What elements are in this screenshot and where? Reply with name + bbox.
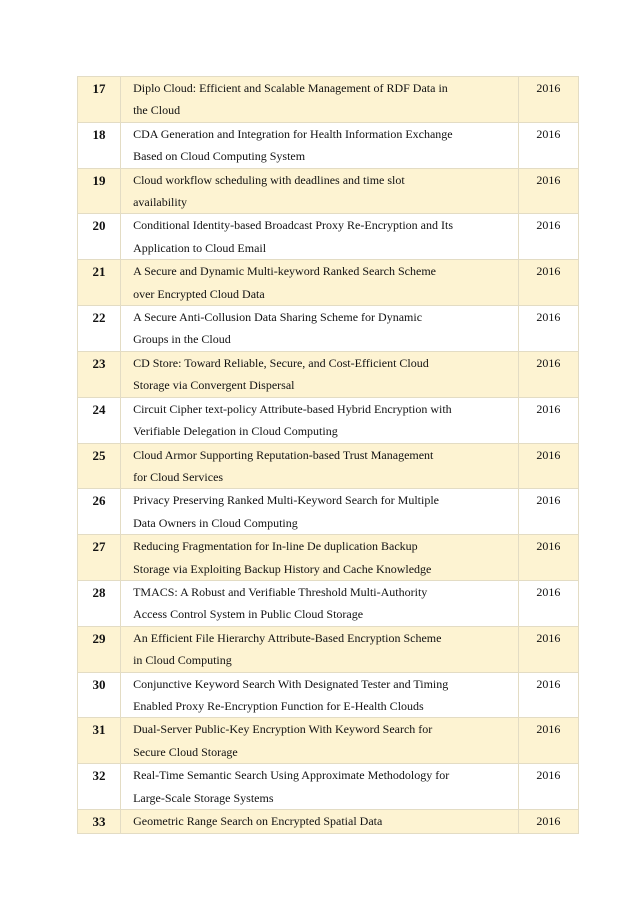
paper-title-line-1: Geometric Range Search on Encrypted Spatial Data [133,814,383,828]
table-row [78,443,579,489]
paper-title-line-2: Application to Cloud Email [133,240,267,255]
table-row [78,77,579,123]
paper-title-line-1: Circuit Cipher text-policy Attribute-based Hybrid Encryption with [133,401,452,416]
paper-year: 2016 [518,672,578,718]
paper-list-table [77,76,579,834]
paper-title-line-1: A Secure and Dynamic Multi-keyword Ranked Search Scheme [133,264,436,279]
paper-title-line-1: Real-Time Semantic Search Using Approximate Methodology for [133,768,450,783]
row-number: 31 [78,718,121,764]
paper-title-line-2: for Cloud Services [133,469,224,484]
row-number: 28 [78,580,121,626]
paper-title-line-2: Verifiable Delegation in Cloud Computing [133,424,338,439]
paper-year: 2016 [518,306,578,352]
row-number: 29 [78,626,121,672]
row-number: 26 [78,489,121,535]
paper-title [121,535,519,581]
paper-title-line-1: CD Store: Toward Reliable, Secure, and Cost-Efficient Cloud [133,355,429,370]
paper-title [121,214,519,260]
paper-title [121,810,519,834]
paper-year: 2016 [518,443,578,489]
row-number: 32 [78,764,121,810]
table-row [78,489,579,535]
paper-year: 2016 [518,580,578,626]
paper-title-line-1: CDA Generation and Integration for Health Information Exchange [133,126,453,141]
row-number: 27 [78,535,121,581]
row-number: 22 [78,306,121,352]
paper-title [121,626,519,672]
table-row [78,306,579,352]
paper-title-line-1: Conjunctive Keyword Search With Designated Tester and Timing [133,676,449,691]
paper-title-line-2: in Cloud Computing [133,653,232,668]
paper-title [121,489,519,535]
table-row [78,718,579,764]
paper-title-line-1: An Efficient File Hierarchy Attribute-Based Encryption Scheme [133,630,442,645]
paper-title [121,260,519,306]
paper-title-line-1: Privacy Preserving Ranked Multi-Keyword Search for Multiple [133,493,440,508]
table-row [78,626,579,672]
paper-title-line-2: Storage via Exploiting Backup History and Cache Knowledge [133,561,432,576]
row-number: 23 [78,351,121,397]
paper-year: 2016 [518,764,578,810]
table-row [78,580,579,626]
paper-title-line-2: Storage via Convergent Dispersal [133,378,295,393]
paper-title-line-2: Enabled Proxy Re-Encryption Function for E-Health Clouds [133,698,424,713]
paper-year: 2016 [518,77,578,123]
table-row [78,260,579,306]
paper-title-line-2: Data Owners in Cloud Computing [133,515,298,530]
paper-year: 2016 [518,626,578,672]
paper-title [121,351,519,397]
paper-year: 2016 [518,214,578,260]
paper-title-line-2: Secure Cloud Storage [133,744,238,759]
paper-title [121,397,519,443]
table-row [78,397,579,443]
paper-title [121,122,519,168]
table-row [78,168,579,214]
paper-title-line-1: Cloud workflow scheduling with deadlines and time slot [133,172,405,187]
table-row [78,351,579,397]
paper-year: 2016 [518,122,578,168]
table-row [78,214,579,260]
paper-title [121,77,519,123]
paper-title-line-1: TMACS: A Robust and Verifiable Threshold Multi-Authority [133,584,428,599]
paper-year: 2016 [518,397,578,443]
row-number: 21 [78,260,121,306]
paper-title-line-1: A Secure Anti-Collusion Data Sharing Scheme for Dynamic [133,310,423,325]
paper-title-line-2: over Encrypted Cloud Data [133,286,265,301]
row-number: 19 [78,168,121,214]
paper-title-line-1: Dual-Server Public-Key Encryption With Keyword Search for [133,722,433,737]
row-number: 33 [78,810,121,834]
paper-title-line-2: Large-Scale Storage Systems [133,790,274,805]
row-number: 18 [78,122,121,168]
paper-title-line-2: Access Control System in Public Cloud Storage [133,607,364,622]
paper-title [121,764,519,810]
paper-year: 2016 [518,810,578,834]
paper-title-line-1: Conditional Identity-based Broadcast Proxy Re-Encryption and Its [133,218,454,233]
paper-title-line-1: Reducing Fragmentation for In-line De duplication Backup [133,539,418,554]
table-row [78,672,579,718]
row-number: 24 [78,397,121,443]
paper-title-line-1: Cloud Armor Supporting Reputation-based Trust Management [133,447,434,462]
paper-title-line-2: Based on Cloud Computing System [133,149,306,164]
table-row [78,810,579,834]
row-number: 17 [78,77,121,123]
row-number: 20 [78,214,121,260]
paper-year: 2016 [518,718,578,764]
paper-year: 2016 [518,168,578,214]
paper-title [121,168,519,214]
paper-title [121,443,519,489]
row-number: 25 [78,443,121,489]
paper-title-line-2: the Cloud [133,103,181,118]
paper-title-line-1: Diplo Cloud: Efficient and Scalable Management of RDF Data in [133,81,448,95]
table-row [78,535,579,581]
paper-year: 2016 [518,351,578,397]
table-row [78,122,579,168]
paper-title [121,718,519,764]
paper-title [121,672,519,718]
paper-title [121,580,519,626]
paper-year: 2016 [518,535,578,581]
paper-year: 2016 [518,489,578,535]
table-row [78,764,579,810]
paper-title-line-2: availability [133,195,188,210]
row-number: 30 [78,672,121,718]
paper-title [121,306,519,352]
paper-title-line-2: Groups in the Cloud [133,332,231,347]
paper-year: 2016 [518,260,578,306]
